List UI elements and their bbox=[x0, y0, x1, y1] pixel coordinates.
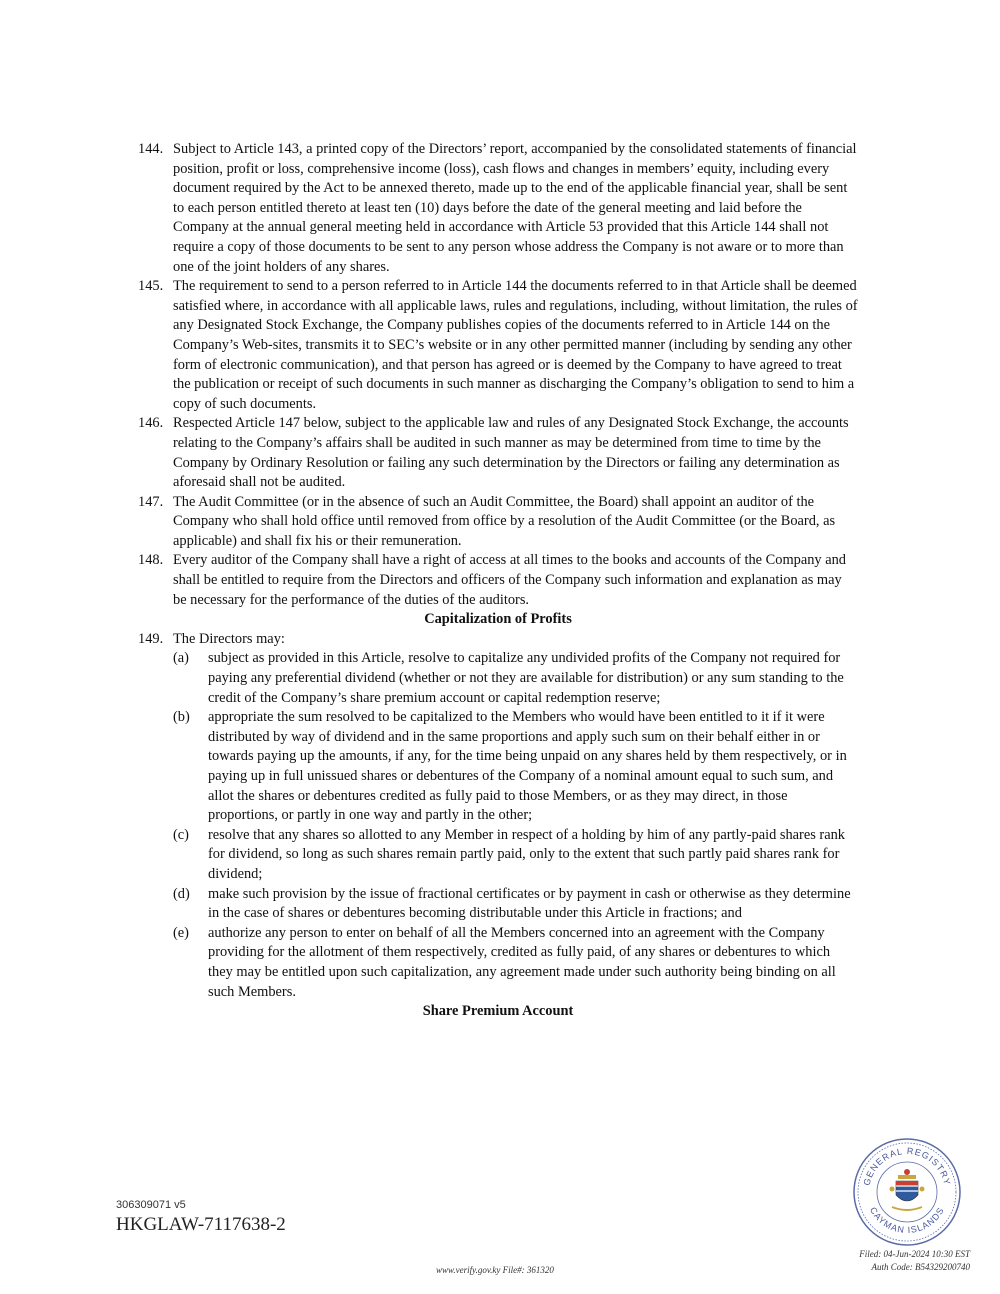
article-number: 146. bbox=[138, 415, 164, 432]
subitem-text: subject as provided in this Article, resolve to capitalize any undivided profits of the Company not required for paying any preferential dividend (whether or not they are available for distribution) or any sum standing to the credit of the Company’s share premium account or capital redemption reserve; bbox=[208, 650, 844, 706]
article-text: The Audit Committee (or in the absence of such an Audit Committee, the Board) shall appoint an auditor of the Company who shall hold office until removed from office by a resolution of the Audit Committee (or the Board, as applicable) and shall fix his or their remuneration. bbox=[173, 493, 836, 549]
article-149 bbox=[138, 630, 858, 1002]
subitem-d bbox=[173, 885, 858, 924]
document-version: 306309071 v5 bbox=[116, 1199, 186, 1211]
subitem-e bbox=[173, 924, 858, 1002]
article-text: Respected Article 147 below, subject to the applicable law and rules of any Designated Stock Exchange, the accounts relating to the Company’s affairs shall be audited in such manner as may be determined from time to time by the Company by Ordinary Resolution or failing any such determination by the Directors or failing any determination as aforesaid shall not be audited. bbox=[173, 415, 849, 491]
article-text: The requirement to send to a person referred to in Article 144 the documents referred to in that Article shall be deemed satisfied where, in accordance with all applicable laws, rules and regulations, including, without limitation, the rules of any Designated Stock Exchange, the Company publishes copies of the documents referred to in Article 144 on the Company’s Web-sites, transmits it to SEC’s website or in any other permitted manner (including by sending any other form of electronic communication), and that person has agreed or is deemed by the Company to have agreed to treat the publication or receipt of such documents in such manner as discharging the Company’s obligation to send to him a copy of such documents. bbox=[173, 278, 858, 412]
document-id: HKGLAW-7117638-2 bbox=[116, 1214, 286, 1235]
article-145 bbox=[138, 277, 858, 414]
subitem-text: resolve that any shares so allotted to any Member in respect of a holding by him of any partly-paid shares rank for dividend, so long as such shares remain partly paid, only to the extent that such partly paid shares rank for dividend; bbox=[208, 826, 846, 882]
subitem-a bbox=[173, 649, 858, 708]
section-heading-share-premium: Share Premium Account bbox=[422, 1003, 574, 1020]
article-number: 149. bbox=[138, 630, 164, 647]
article-text: Every auditor of the Company shall have a right of access at all times to the books and accounts of the Company and shall be entitled to require from the Directors and officers of the Company such information and explanation as may be necessary for the performance of the duties of the auditors. bbox=[173, 552, 846, 608]
article-text: The Directors may: bbox=[173, 630, 285, 647]
article-number: 147. bbox=[138, 493, 164, 510]
filed-date: Filed: 04-Jun-2024 10:30 EST bbox=[859, 1249, 970, 1259]
article-text: Subject to Article 143, a printed copy of the Directors’ report, accompanied by the consolidated statements of financial position, profit or loss, comprehensive income (loss), cash flows and changes in members’ equity, including every document required by the Act to be annexed thereto, made up to the end of the applicable financial year, shall be sent to each person entitled thereto at least ten (10) days before the date of the general meeting and laid before the Company at the annual general meeting held in accordance with Article 53 provided that this Article 144 shall not require a copy of those documents to be sent to any person whose address the Company is not aware or to more than one of the joint holders of any shares. bbox=[173, 141, 857, 275]
article-number: 148. bbox=[138, 552, 164, 569]
subitem-label: (a) bbox=[173, 650, 189, 667]
subitem-text: authorize any person to enter on behalf of all the Members concerned into an agreement with the Company providing for the allotment of them respectively, credited as fully paid, of any shares or debentures to which they may be entitled upon such capitalization, any agreement made under such authority being binding on all such Members. bbox=[208, 924, 836, 1000]
coat-of-arms-icon bbox=[890, 1169, 925, 1210]
article-144 bbox=[138, 140, 858, 277]
article-number: 144. bbox=[138, 141, 164, 157]
subitem-label: (b) bbox=[173, 709, 190, 726]
subitem-label: (d) bbox=[173, 885, 190, 902]
article-147 bbox=[138, 493, 858, 552]
article-148 bbox=[138, 551, 858, 610]
article-number: 145. bbox=[138, 278, 164, 295]
section-heading-capitalization: Capitalization of Profits bbox=[424, 611, 572, 628]
filing-info bbox=[850, 1248, 970, 1274]
verify-url: www.verify.gov.ky File#: 361320 bbox=[436, 1265, 554, 1275]
subitem-c bbox=[173, 826, 858, 885]
seal-top-text: GENERAL REGISTRY bbox=[861, 1145, 953, 1187]
document-body bbox=[138, 140, 858, 1022]
subitem-text: make such provision by the issue of fractional certificates or by payment in cash or otherwise as they determine in the case of shares or debentures becoming distributable under this Article in fractions; and bbox=[208, 885, 851, 922]
subitem-label: (c) bbox=[173, 826, 189, 843]
subitem-b bbox=[173, 708, 858, 826]
registry-seal-icon bbox=[852, 1137, 962, 1247]
seal-bottom-text: CAYMAN ISLANDS bbox=[867, 1205, 947, 1236]
article-146 bbox=[138, 414, 858, 492]
subitem-text: appropriate the sum resolved to be capitalized to the Members who would have been entitled to it if it were distributed by way of dividend and in the same proportions and apply such sum on their behalf either in or towards paying up the amounts, if any, for the time being unpaid on any shares held by them respectively, or in paying up in full unissued shares or debentures of the Company of a nominal amount equal to such sum, and allot the shares or debentures credited as fully paid to those Members, or as they may direct, in those proportions, or partly in one way and partly in the other; bbox=[208, 709, 847, 824]
auth-code: Auth Code: B54329200740 bbox=[871, 1262, 970, 1272]
subitem-label: (e) bbox=[173, 924, 189, 941]
